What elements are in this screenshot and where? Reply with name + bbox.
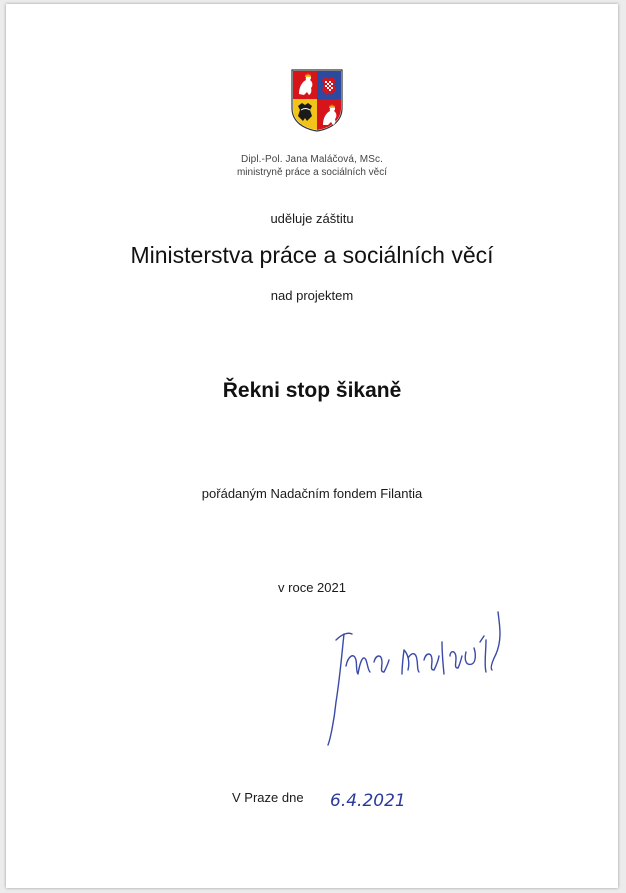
minister-title: ministryně práce a sociálních věcí [236,167,388,178]
organizer-text: pořádaným Nadačním fondem Filantia [201,486,423,501]
handwritten-date [328,784,418,814]
handwritten-date-text: 6.4.2021 [330,791,406,811]
document-page [6,4,618,888]
project-title: Řekni stop šikaně [222,379,402,402]
grants-patronage-text: uděluje záštitu [270,211,354,226]
minister-name: Dipl.-Pol. Jana Maláčová, MSc. [241,154,383,165]
ministry-name: Ministerstva práce a sociálních věcí [130,242,494,268]
handwritten-signature-icon [316,582,526,752]
year-text: v roce 2021 [278,580,346,595]
czech-coat-of-arms-icon [290,68,344,132]
place-date-label: V Praze dne [232,790,304,805]
over-project-text: nad projektem [270,288,354,303]
